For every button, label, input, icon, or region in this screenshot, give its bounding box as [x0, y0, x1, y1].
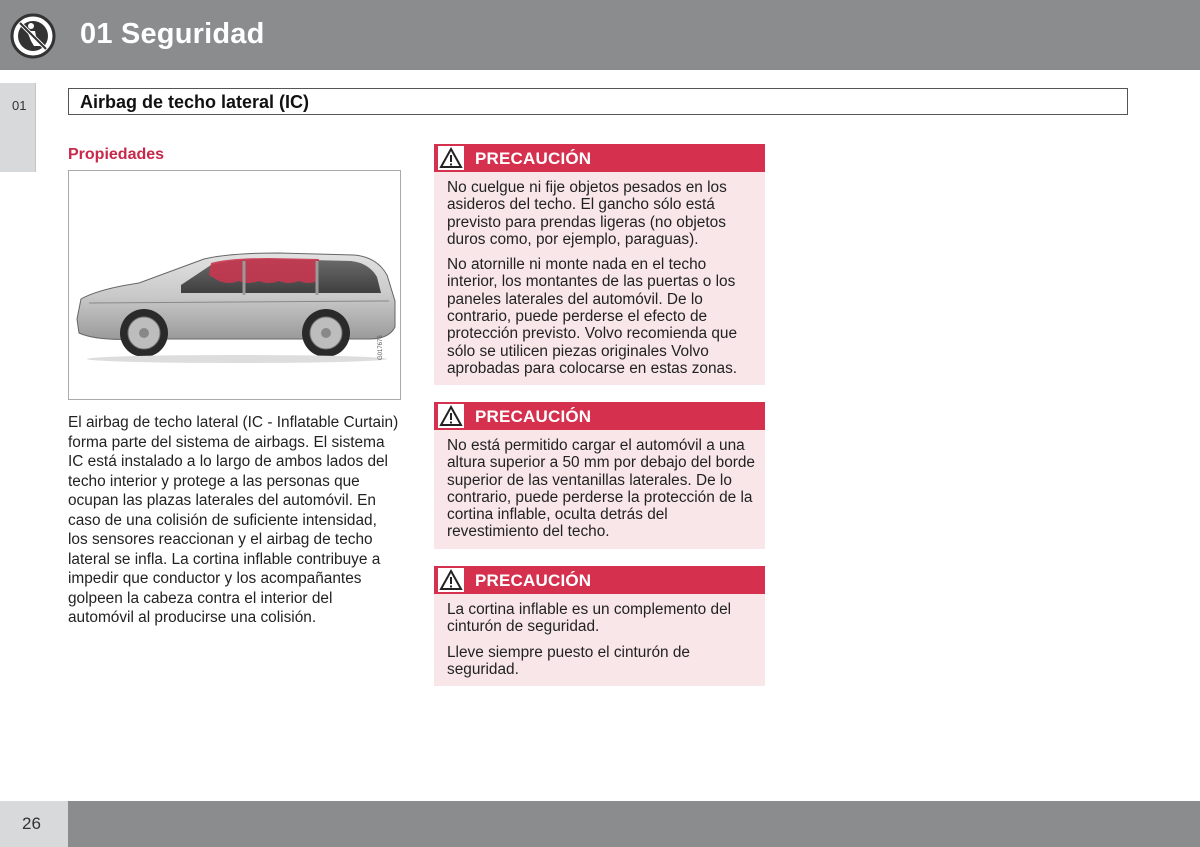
caution-paragraph: No atornille ni monte nada en el techo interior, los montantes de las puertas o los paneles laterales del automóvil. De lo contrario, puede perderse el efecto de protección previsto. Volvo recomienda que sólo se utilicen piezas originales Volvo aprobadas para colocarse en estas zonas. — [447, 256, 738, 377]
caution-box-3 — [434, 566, 765, 686]
caution-box-1 — [434, 144, 765, 385]
caution-header — [434, 402, 765, 430]
caution-box-2 — [434, 402, 765, 549]
figure-code: G017676 — [378, 335, 384, 360]
caution-body — [434, 430, 765, 549]
caution-header — [434, 566, 765, 594]
warning-triangle-icon — [438, 146, 464, 170]
car-side-illustration — [69, 171, 400, 399]
caution-body — [434, 594, 765, 686]
caution-paragraph: No cuelgue ni fije objetos pesados en los asideros del techo. El gancho sólo está previsto para prendas ligeras (no objetos duros como, por ejemplo, paraguas). — [447, 179, 727, 248]
caution-paragraph: Lleve siempre puesto el cinturón de seguridad. — [447, 643, 690, 678]
caution-title: PRECAUCIÓN — [475, 571, 592, 590]
caution-paragraph: La cortina inflable es un complemento del cinturón de seguridad. — [447, 601, 732, 636]
caution-title: PRECAUCIÓN — [475, 149, 592, 168]
seatbelt-warning-icon — [10, 13, 56, 59]
properties-paragraph: El airbag de techo lateral (IC - Inflatable Curtain) forma parte del sistema de airbags. El sistema IC está instalado a lo largo de ambos lados del techo interior y protege a las personas que ocupan las plazas laterales del automóvil. En caso de una colisión de suficiente intensidad, los sensores reaccionan y el airbag de techo lateral se infla. La cortina inflable contribuye a impedir que conductor y los acompañantes golpeen la cabeza contra el interior del automóvil al producirse una colisión. — [68, 414, 399, 626]
warning-triangle-icon — [438, 404, 464, 428]
chapter-side-tab — [0, 83, 36, 172]
page-number: 26 — [22, 814, 41, 833]
car-airbag-figure — [68, 170, 401, 400]
footer-bar — [0, 801, 1200, 847]
caution-title: PRECAUCIÓN — [475, 407, 592, 426]
properties-heading: Propiedades — [68, 146, 165, 163]
chapter-title: 01 Seguridad — [80, 18, 265, 50]
caution-body — [434, 172, 765, 385]
chapter-side-tab-label: 01 — [12, 98, 27, 113]
warning-triangle-icon — [438, 568, 464, 592]
caution-header — [434, 144, 765, 172]
section-title: Airbag de techo lateral (IC) — [80, 92, 310, 112]
caution-paragraph: No está permitido cargar el automóvil a una altura superior a 50 mm por debajo del borde superior de las ventanillas laterales. De lo contrario, puede perderse la protección de la cortina inflable, oculta detrás del revestimiento del techo. — [447, 437, 755, 541]
